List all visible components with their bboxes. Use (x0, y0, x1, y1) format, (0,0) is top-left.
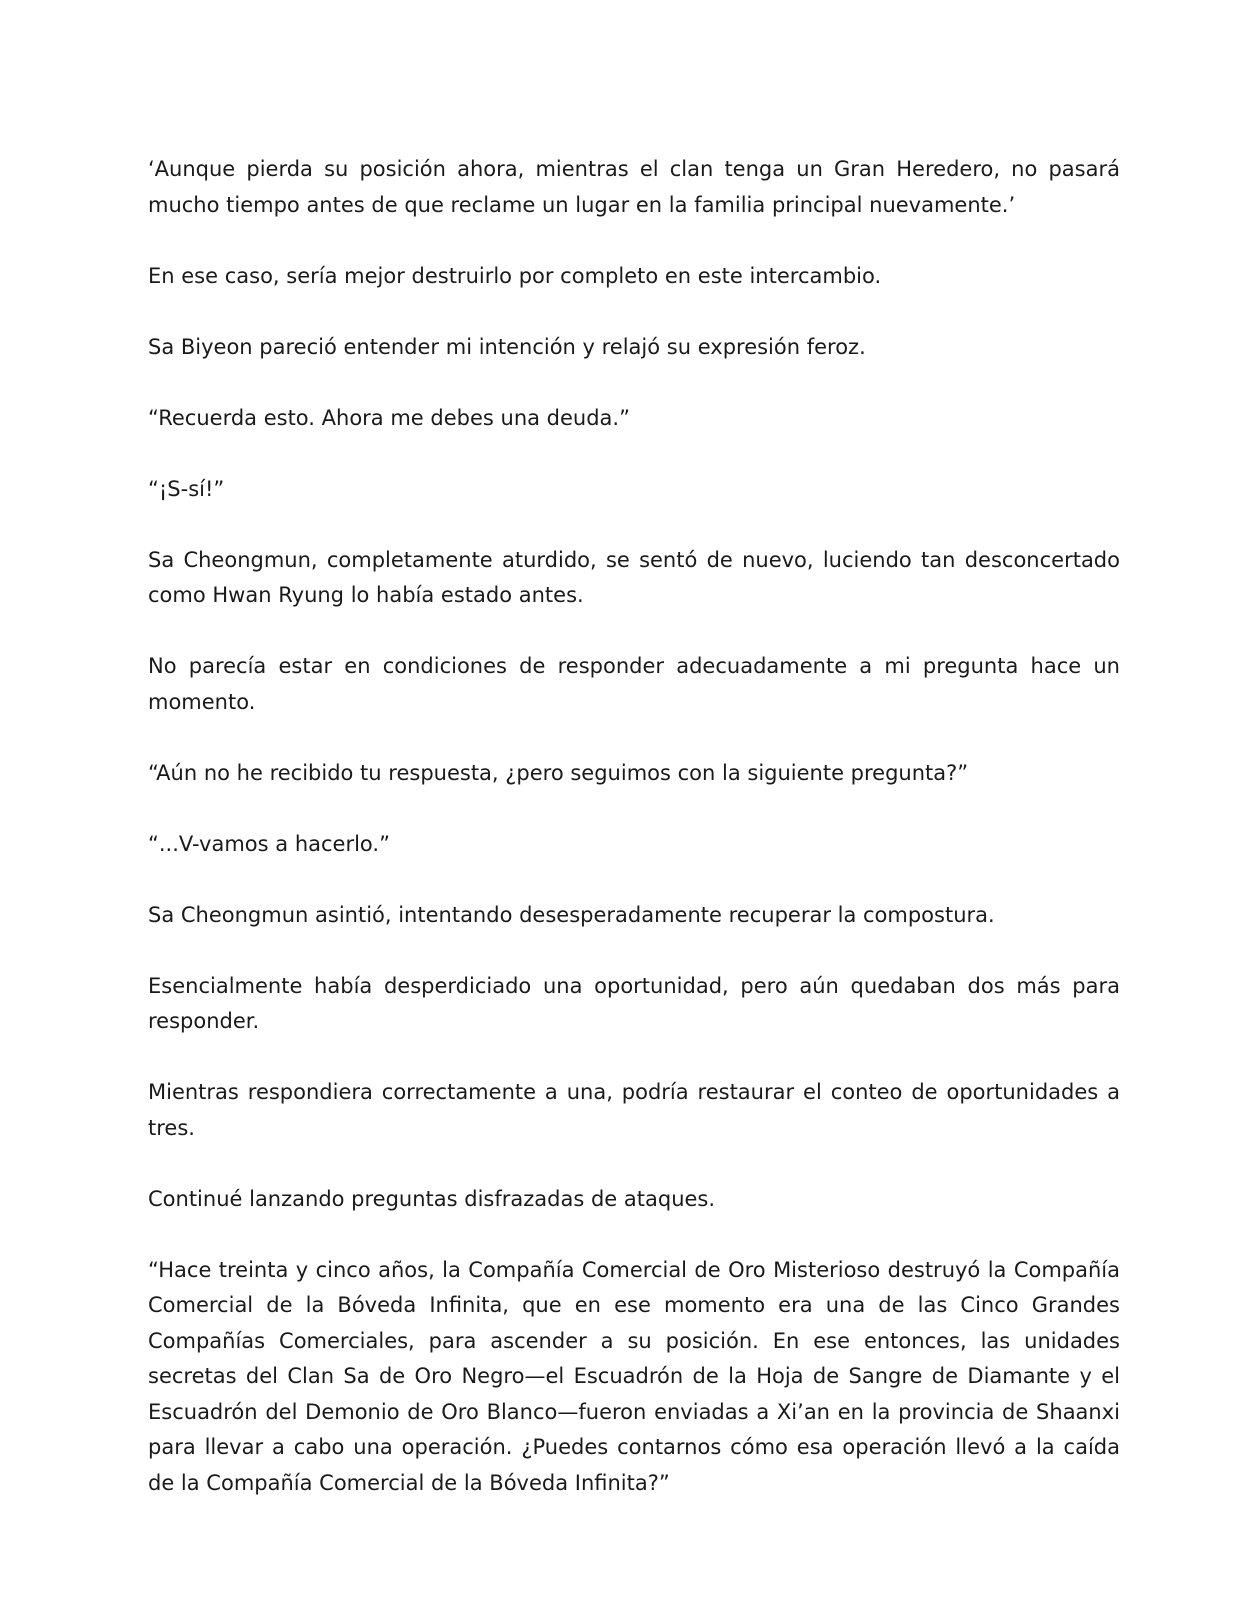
paragraph: Mientras respondiera correctamente a una, podría restaurar el conteo de oportunidades a tres. (148, 1080, 1120, 1140)
paragraph: “¡S-sí!” (148, 476, 225, 501)
paragraph: Esencialmente había desperdiciado una oportunidad, pero aún quedaban dos más para responder. (148, 973, 1120, 1033)
paragraph: “Hace treinta y cinco años, la Compañía Comercial de Oro Misterioso destruyó la Compañía Comercial de la Bóveda Infinita, que en ese momento era una de las Cinco Grandes Compañías Comerciales, para ascender a su posición. En ese entonces, las unidades secretas del Clan Sa de Oro Negro—el Escuadrón de la Hoja de Sangre de Diamante y el Escuadrón del Demonio de Oro Blanco—fueron enviadas a Xi’an en la provincia de Shaanxi para llevar a cabo una operación. ¿Puedes contarnos cómo esa operación llevó a la caída de la Compañía Comercial de la Bóveda Infinita?” (148, 1257, 1120, 1495)
paragraph: En ese caso, sería mejor destruirlo por completo en este intercambio. (148, 263, 882, 288)
paragraph: “Aún no he recibido tu respuesta, ¿pero seguimos con la siguiente pregunta?” (148, 760, 969, 785)
paragraph: Sa Cheongmun, completamente aturdido, se sentó de nuevo, luciendo tan desconcertado como Hwan Ryung lo había estado antes. (148, 547, 1120, 607)
paragraph: Sa Biyeon pareció entender mi intención y relajó su expresión feroz. (148, 334, 866, 359)
paragraph: “Recuerda esto. Ahora me debes una deuda.” (148, 405, 630, 430)
paragraph: Continué lanzando preguntas disfrazadas de ataques. (148, 1186, 716, 1211)
paragraph: Sa Cheongmun asintió, intentando desesperadamente recuperar la compostura. (148, 902, 995, 927)
paragraph: “...V-vamos a hacerlo.” (148, 831, 390, 856)
document-page (148, 152, 1120, 1501)
paragraph: ‘Aunque pierda su posición ahora, mientras el clan tenga un Gran Heredero, no pasará mucho tiempo antes de que reclame un lugar en la familia principal nuevamente.’ (148, 157, 1120, 217)
paragraph: No parecía estar en condiciones de responder adecuadamente a mi pregunta hace un momento. (148, 654, 1120, 714)
